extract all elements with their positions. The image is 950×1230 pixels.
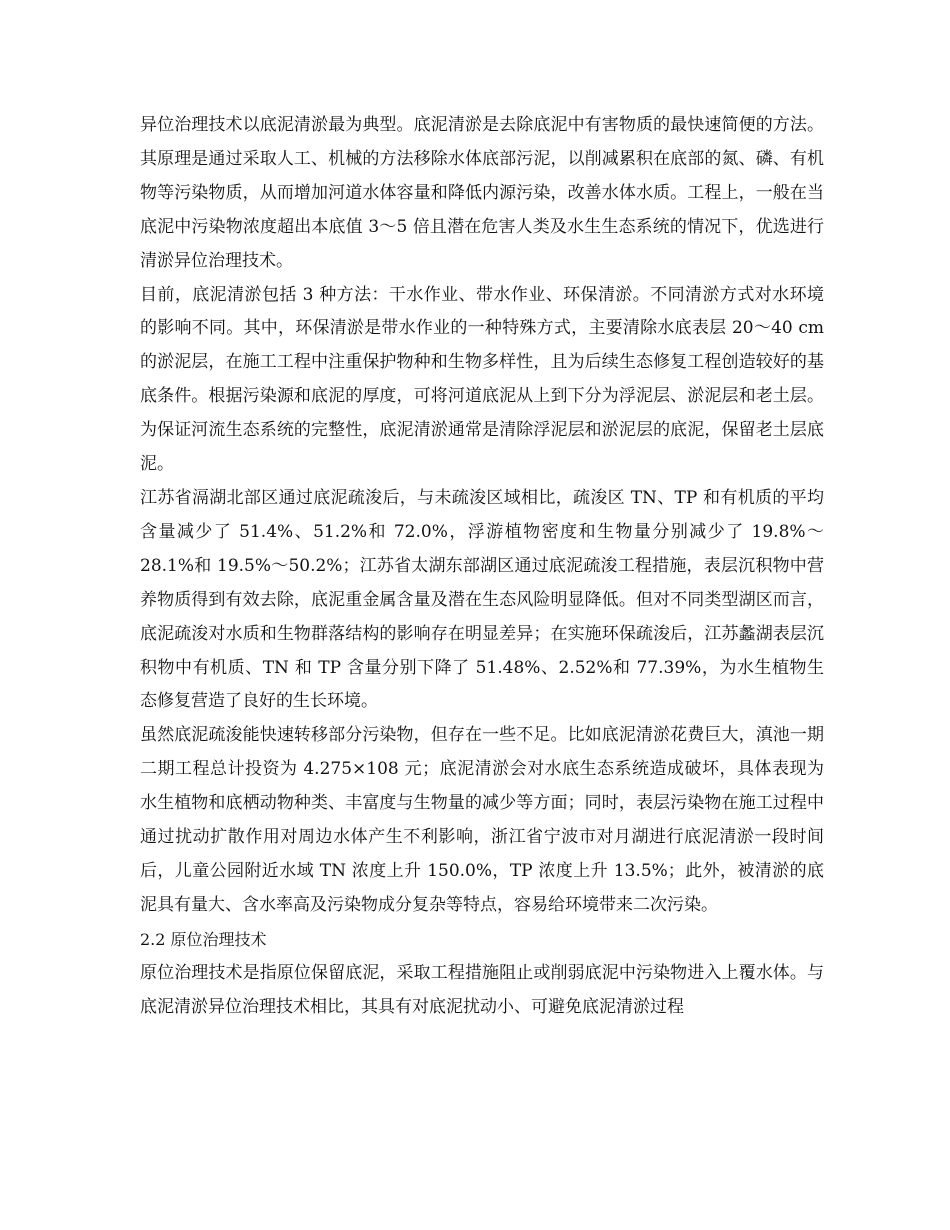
paragraph-dredging-drawbacks: 虽然底泥疏浚能快速转移部分污染物，但存在一些不足。比如底泥清淤花费巨大，滇池一期二期工程总计投资为 4.275×108 元；底泥清淤会对水底生态系统造成破坏，具体表现为水生植物和底栖动物种类、丰富度与生物量的减少等方面；同时，表层污染物在施工过程中通过扰动扩散作用对周边水体产生不利影响，浙江省宁波市对月湖进行底泥清淤一段时间后，儿童公园附近水域 TN 浓度上升 150.0%，TP 浓度上升 13.5%；此外，被清淤的底泥具有量大、含水率高及污染物成分复杂等特点，容易给环境带来二次污染。: [140, 725, 824, 915]
section-heading: 2.2 原位治理技术: [140, 929, 267, 949]
paragraph-dredging-methods: 目前，底泥清淤包括 3 种方法：干水作业、带水作业、环保清淤。不同清淤方式对水环境的影响不同。其中，环保清淤是带水作业的一种特殊方式，主要清除水底表层 20～40 cm 的淤泥层，在施工工程中注重保护物种和生物多样性，且为后续生态修复工程创造较好的基底条件。根据污染源和底泥的厚度，可将河道底泥从上到下分为浮泥层、淤泥层和老土层。为保证河流生态系统的完整性，底泥清淤通常是清除浮泥层和淤泥层的底泥，保留老土层底泥。: [140, 284, 824, 475]
document-page: [140, 109, 824, 1024]
paragraph-dredging-effects: 江苏省滆湖北部区通过底泥疏浚后，与未疏浚区域相比，疏浚区 TN、TP 和有机质的平均含量减少了 51.4%、51.2%和 72.0%，浮游植物密度和生物量分别减少了 19.8%～28.1%和 19.5%～50.2%；江苏省太湖东部湖区通过底泥疏浚工程措施，表层沉积物中营养物质得到有效去除，底泥重金属含量及潜在生态风险明显降低。但对不同类型湖区而言，底泥疏浚对水质和生物群落结构的影响存在明显差异；在实施环保疏浚后，江苏蠡湖表层沉积物中有机质、TN 和 TP 含量分别下降了 51.48%、2.52%和 77.39%，为水生植物生态修复营造了良好的生长环境。: [140, 487, 824, 712]
paragraph-in-situ-intro: 原位治理技术是指原位保留底泥，采取工程措施阻止或削弱底泥中污染物进入上覆水体。与底泥清淤异位治理技术相比，其具有对底泥扰动小、可避免底泥清淤过程: [140, 962, 824, 1017]
paragraph-ex-situ-dredging: 异位治理技术以底泥清淤最为典型。底泥清淤是去除底泥中有害物质的最快速简便的方法。其原理是通过采取人工、机械的方法移除水体底部污泥，以削减累积在底部的氮、磷、有机物等污染物质，从而增加河道水体容量和降低内源污染，改善水体水质。工程上，一般在当底泥中污染物浓度超出本底值 3～5 倍且潜在危害人类及水生生态系统的情况下，优选进行清淤异位治理技术。: [140, 115, 824, 271]
